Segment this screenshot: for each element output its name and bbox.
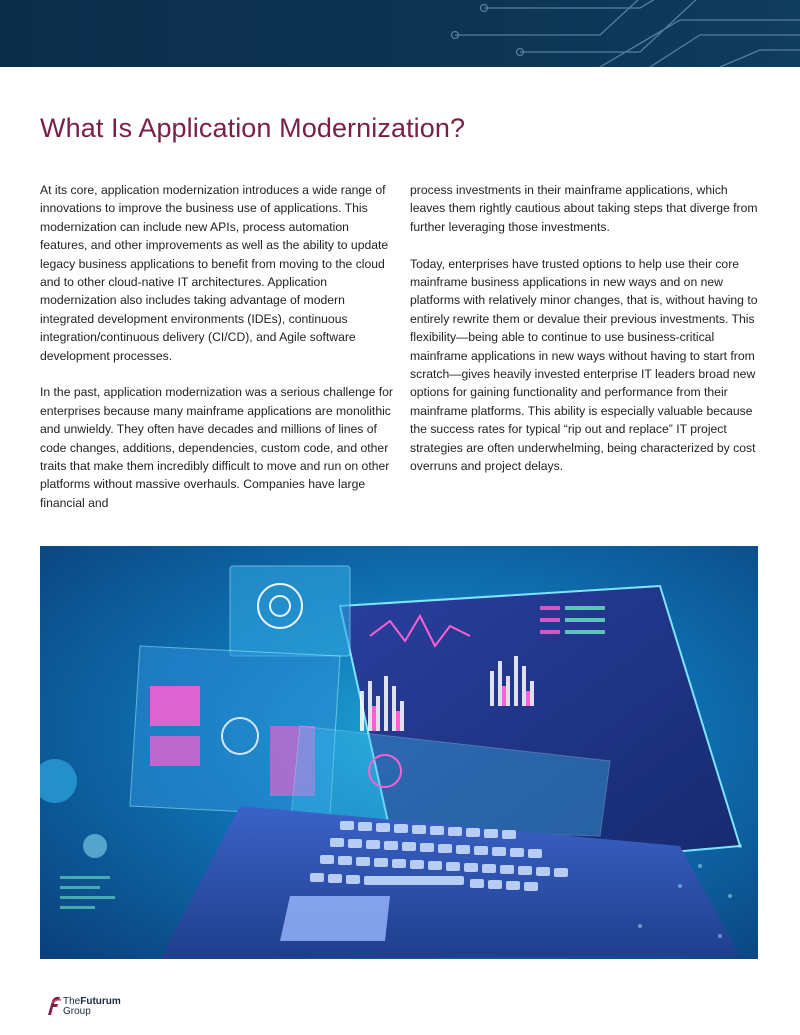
logo-wordmark bbox=[63, 997, 121, 1017]
futurum-logo-mark-icon bbox=[46, 995, 62, 1017]
page-title: What Is Application Modernization? bbox=[40, 113, 466, 143]
logo-the: The bbox=[63, 996, 81, 1007]
paragraph: process investments in their mainframe applications, which leaves them rightly cautious about taking steps that diverge from further leveraging those investments. bbox=[410, 183, 758, 234]
body-column-left bbox=[40, 181, 395, 531]
hero-illustration bbox=[40, 546, 758, 959]
body-column-right bbox=[410, 181, 760, 494]
paragraph: At its core, application modernization introduces a wide range of innovations to improve the business use of applications. This modernization can include new APIs, process automation features, and other improvements as well as the ability to update legacy business applications to benefit from moving to the cloud and to other cloud-native IT architectures. Application modernization also includes taking advantage of modern integrated development environments (IDEs), continuous integration/continuous delivery (CI/CD), and Agile software development processes. bbox=[40, 183, 389, 363]
paragraph: In the past, application modernization was a serious challenge for enterprises because many mainframe applications are monolithic and unwieldy. They often have decades and millions of lines of code changes, additions, dependencies, custom code, and other traits that make them incredibly difficult to move and run on other platforms without massive overhauls. Companies have large financial and bbox=[40, 385, 393, 510]
header-banner bbox=[0, 0, 800, 67]
logo-futurum: Futurum bbox=[80, 996, 121, 1007]
logo-group: Group bbox=[63, 1006, 91, 1017]
circuit-decoration bbox=[0, 0, 800, 67]
laptop-dashboard-illustration bbox=[40, 546, 758, 959]
futurum-group-logo bbox=[46, 991, 136, 1023]
paragraph: Today, enterprises have trusted options to help use their core mainframe business applications in new ways and on new platforms with relatively minor changes, that is, without having to entirely rewrite them or devalue their previous investments. This flexibility—being able to continue to use business-critical mainframe applications in new ways without having to start from scratch—gives heavily invested enterprise IT leaders broad new options for gaining functionality and performance from their mainframe platforms. This ability is especially valuable because the success rates for typical “rip out and replace” IT project strategies are often underwhelming, being characterized by cost overruns and project delays. bbox=[410, 256, 758, 474]
